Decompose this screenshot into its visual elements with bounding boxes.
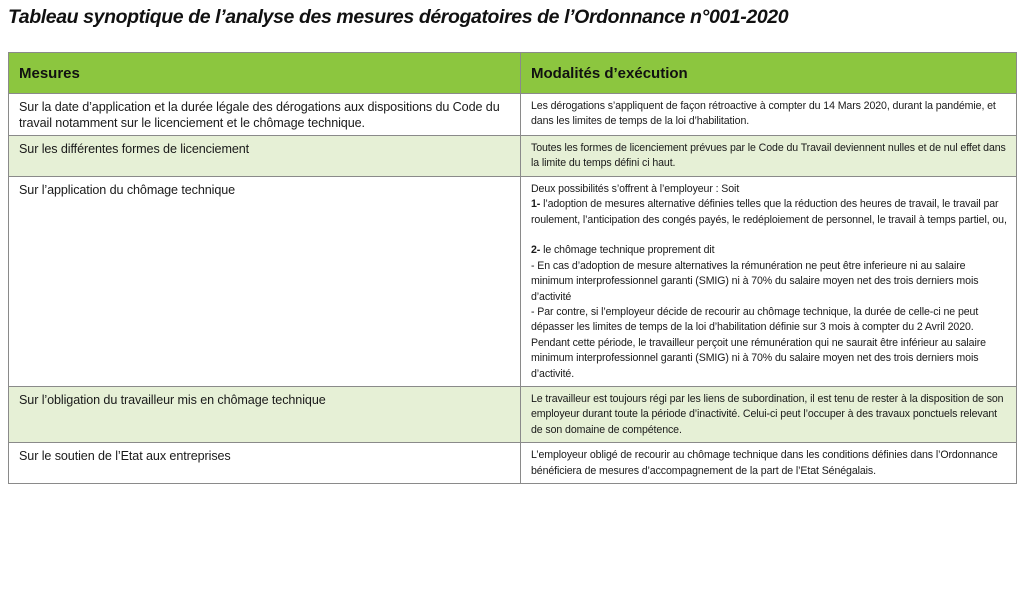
mesure-cell: Sur l’obligation du travailleur mis en chômage technique bbox=[9, 387, 521, 443]
spacer bbox=[531, 228, 1008, 243]
table-row bbox=[9, 136, 1017, 177]
option-2-detail-2: - Par contre, si l’employeur décide de recourir au chômage technique, la durée de celle-ci ne peut dépasser les limites de temps de la loi d’habilitation définie sur 3 mois à compter du 2 Avril 2020. bbox=[531, 306, 979, 334]
modalite-cell: Toutes les formes de licenciement prévues par le Code du Travail deviennent nulles et de nul effet dans la limite du temps défini ci haut. bbox=[521, 136, 1017, 177]
table-row bbox=[9, 94, 1017, 136]
option-2-number: 2- bbox=[531, 244, 541, 257]
table-row bbox=[9, 443, 1017, 484]
mesure-cell: Sur les différentes formes de licenciement bbox=[9, 136, 521, 177]
table-row bbox=[9, 387, 1017, 443]
option-2-detail-3: Pendant cette période, le travailleur perçoit une rémunération qui ne saurait être inférieur au salaire minimum interprofessionnel garanti (SMIG) ni à 70% du salaire moyen net des trois derniers mois d’activité. bbox=[531, 336, 986, 380]
table-row bbox=[9, 176, 1017, 386]
mesure-cell: Sur la date d’application et la durée légale des dérogations aux dispositions du Code du travail notamment sur le licenciement et le chômage technique. bbox=[9, 94, 521, 136]
option-1 bbox=[531, 197, 1008, 228]
table-header-row bbox=[9, 53, 1017, 94]
modalite-cell: L’employeur obligé de recourir au chômage technique dans les conditions définies dans l’Ordonnance bénéficiera de mesures d’accompagnement de la part de l’Etat Sénégalais. bbox=[521, 443, 1017, 484]
modalite-intro: Deux possibilités s’offrent à l’employeur : Soit bbox=[531, 182, 740, 195]
column-header-mesures: Mesures bbox=[9, 53, 521, 94]
option-2-text: le chômage technique proprement dit bbox=[540, 244, 715, 257]
mesure-cell: Sur le soutien de l’Etat aux entreprises bbox=[9, 443, 521, 484]
option-2 bbox=[531, 243, 1008, 258]
option-1-number: 1- bbox=[531, 198, 541, 211]
option-1-text: l’adoption de mesures alternative définies telles que la réduction des heures de travail, le travail par roulement, l’anticipation des congés payés, le redéploiement de personnel, le travail à temps partiel, ou, bbox=[531, 198, 1007, 226]
synoptic-table bbox=[8, 52, 1017, 484]
synoptic-table-container bbox=[8, 52, 1016, 484]
column-header-modalites: Modalités d’exécution bbox=[521, 53, 1017, 94]
page-title: Tableau synoptique de l’analyse des mesures dérogatoires de l’Ordonnance n°001-2020 bbox=[8, 6, 789, 28]
modalite-cell bbox=[521, 176, 1017, 386]
option-2-detail-1: - En cas d’adoption de mesure alternatives la rémunération ne peut être inferieure ni au salaire minimum interprofessionnel garanti (SMIG) ni à 70% du salaire moyen net des trois derniers mois d’activité bbox=[531, 259, 979, 303]
modalite-cell: Le travailleur est toujours régi par les liens de subordination, il est tenu de rester à la disposition de son employeur durant toute la période d’inactivité. Celui-ci peut l’occuper à des travaux ponctuels relevant de son domaine de compétence. bbox=[521, 387, 1017, 443]
modalite-cell: Les dérogations s’appliquent de façon rétroactive à compter du 14 Mars 2020, durant la pandémie, et dans les limites de temps de la loi d’habilitation. bbox=[521, 94, 1017, 136]
mesure-cell: Sur l’application du chômage technique bbox=[9, 176, 521, 386]
